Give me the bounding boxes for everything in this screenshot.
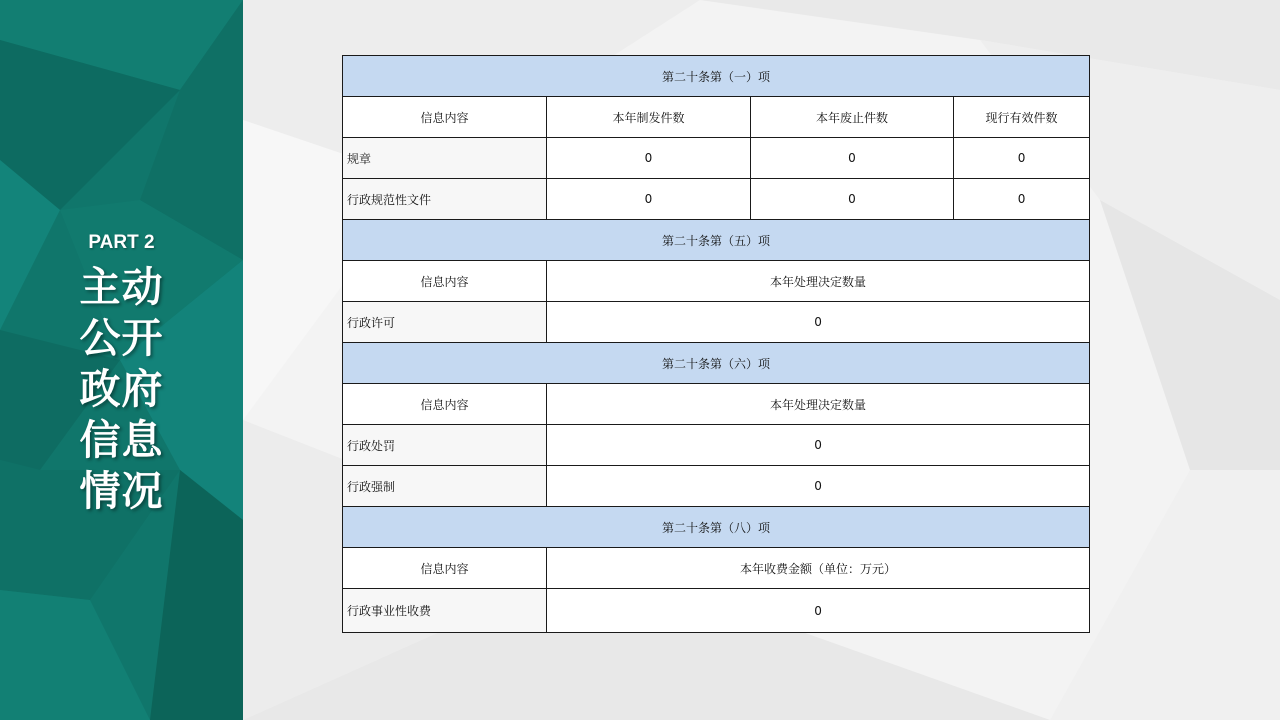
column-header: 信息内容 — [343, 548, 547, 589]
disclosure-table — [342, 55, 1090, 633]
cell-value: 0 — [547, 589, 1090, 633]
column-header: 本年处理决定数量 — [547, 384, 1090, 425]
section-title — [0, 262, 243, 517]
cell-value: 0 — [547, 138, 751, 179]
section-header-row — [343, 220, 1090, 261]
title-line: 公开 — [79, 314, 164, 362]
row-label: 行政强制 — [343, 466, 547, 507]
table-row — [343, 466, 1090, 507]
column-header: 现行有效件数 — [954, 97, 1090, 138]
title-line: 政府 — [79, 365, 164, 413]
section-header-row — [343, 507, 1090, 548]
table-row — [343, 589, 1090, 633]
section-title-cell: 第二十条第（八）项 — [343, 507, 1090, 548]
title-line: 主动 — [79, 263, 164, 311]
cell-value: 0 — [751, 138, 954, 179]
table-row — [343, 302, 1090, 343]
part-label: PART 2 — [88, 232, 155, 253]
row-label: 行政规范性文件 — [343, 179, 547, 220]
row-label: 行政事业性收费 — [343, 589, 547, 633]
column-header: 本年制发件数 — [547, 97, 751, 138]
column-header-row — [343, 97, 1090, 138]
cell-value: 0 — [751, 179, 954, 220]
section-title-cell: 第二十条第（五）项 — [343, 220, 1090, 261]
section-header-row — [343, 343, 1090, 384]
column-header-row — [343, 261, 1090, 302]
cell-value: 0 — [547, 425, 1090, 466]
title-line: 信息 — [79, 416, 164, 464]
section-title-cell: 第二十条第（六）项 — [343, 343, 1090, 384]
row-label: 行政处罚 — [343, 425, 547, 466]
cell-value: 0 — [547, 302, 1090, 343]
column-header-row — [343, 548, 1090, 589]
column-header: 本年废止件数 — [751, 97, 954, 138]
row-label: 行政许可 — [343, 302, 547, 343]
title-line: 情况 — [79, 467, 164, 515]
cell-value: 0 — [547, 179, 751, 220]
column-header: 信息内容 — [343, 384, 547, 425]
cell-value: 0 — [954, 138, 1090, 179]
sidebar-panel — [0, 0, 243, 720]
column-header: 信息内容 — [343, 97, 547, 138]
cell-value: 0 — [547, 466, 1090, 507]
column-header: 本年收费金额（单位：万元） — [547, 548, 1090, 589]
cell-value: 0 — [954, 179, 1090, 220]
section-title-cell: 第二十条第（一）项 — [343, 56, 1090, 97]
column-header-row — [343, 384, 1090, 425]
section-header-row — [343, 56, 1090, 97]
column-header: 信息内容 — [343, 261, 547, 302]
table-row — [343, 179, 1090, 220]
column-header: 本年处理决定数量 — [547, 261, 1090, 302]
row-label: 规章 — [343, 138, 547, 179]
table-row — [343, 138, 1090, 179]
table-row — [343, 425, 1090, 466]
